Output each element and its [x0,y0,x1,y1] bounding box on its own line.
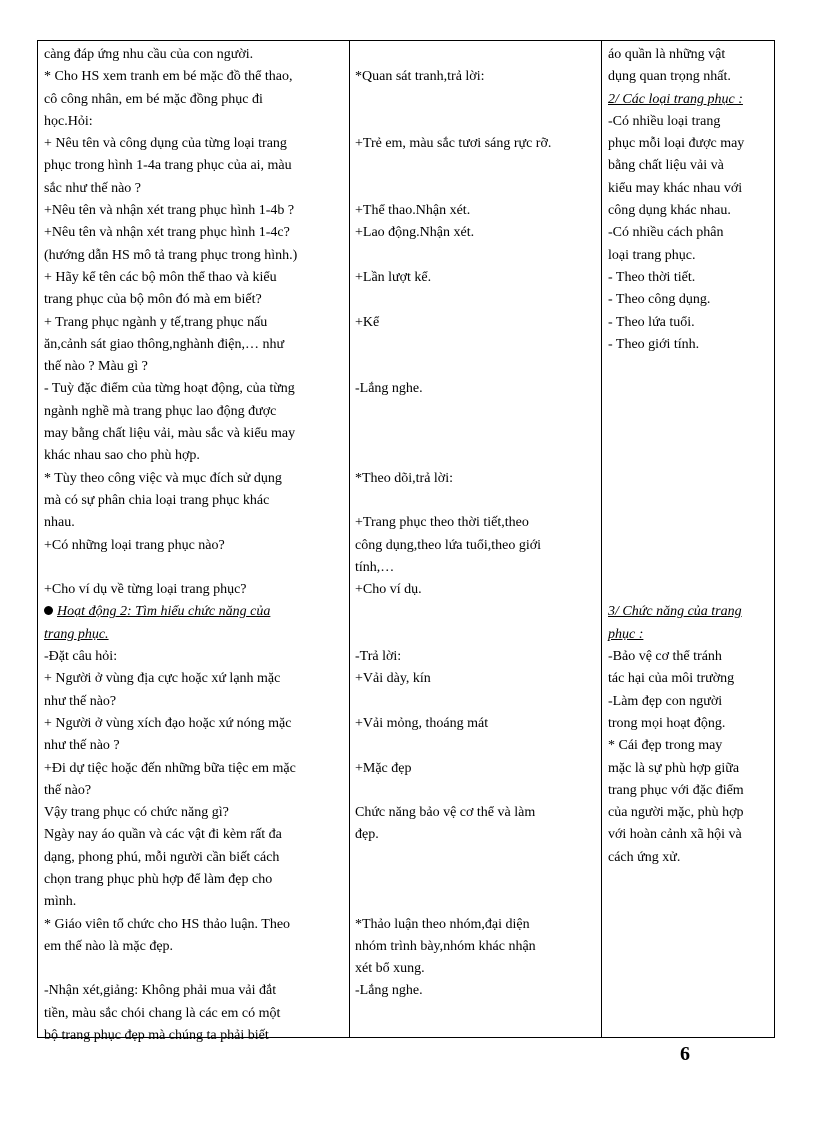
col2-text: +Vải dày, kín [355,671,431,687]
col3-text: * Cái đẹp trong may [608,738,723,754]
col3-text: - Theo thời tiết. [608,269,696,285]
col2-line [355,245,600,267]
col2-line [355,133,600,155]
col1-line [44,468,344,490]
col1-line [44,1003,344,1025]
col2-line [355,958,600,980]
col1-line [44,312,344,334]
col1-text: chọn trang phục phù hợp để làm đẹp cho [44,871,273,887]
col1-text: + Trang phục ngành y tế,trang phục nấu [44,314,268,330]
col3-text: - Theo lứa tuổi. [608,314,695,330]
bullet-icon [44,606,53,615]
col2-text: *Theo dõi,trả lời: [355,470,453,486]
col1-line [44,958,344,980]
page-number: 6 [680,1043,690,1065]
col3-line [608,245,773,267]
col1-line [44,802,344,824]
col1-line [44,178,344,200]
col2-text: -Lắng nghe. [355,381,423,397]
col2-text: +Thể thao.Nhận xét. [355,203,471,219]
col2-line [355,535,600,557]
col2-line [355,222,600,244]
col3-line [608,624,773,646]
col3-text: -Có nhiều loại trang [608,113,721,129]
col2-line [355,557,600,579]
col1-text: thế nào? [44,782,92,798]
col1-line [44,691,344,713]
col3-text: loại trang phục. [608,247,696,263]
col1-text: cô công nhân, em bé mặc đồng phục đi [44,91,263,107]
col2-text: *Thảo luận theo nhóm,đại diện [355,916,530,932]
col3-line [608,334,773,356]
col3-line [608,579,773,601]
col1-line [44,512,344,534]
col1-line [44,111,344,133]
col1-text: dạng, phong phú, mỗi người cần biết cách [44,849,280,865]
col3-text: áo quần là những vật [608,47,726,62]
col1-line [44,646,344,668]
col1-line [44,289,344,311]
col1-text: Vậy trang phục có chức năng gì? [44,805,229,821]
col1-text: thế nào ? Màu gì ? [44,359,148,375]
col3-line [608,133,773,155]
col3-line [608,490,773,512]
col1-text: +Đi dự tiệc hoặc đến những bữa tiệc em mặc [44,760,296,776]
col1-line [44,557,344,579]
col2-line [355,468,600,490]
col1-text: mình. [44,894,77,910]
col2-line [355,691,600,713]
col2-line [355,267,600,289]
col1-text: * Tùy theo công việc và mục đích sử dụng [44,470,282,486]
col1-line [44,847,344,869]
col1-text: +Nêu tên và nhận xét trang phục hình 1-4c? [44,225,290,241]
col2-line [355,178,600,200]
col2-line [355,423,600,445]
col3-line [608,780,773,802]
col1-text: phục trong hình 1-4a trang phục của ai, màu [44,158,292,174]
col1-line [44,1025,344,1047]
col3-line [608,289,773,311]
col3-line [608,713,773,735]
col2-line [355,445,600,467]
col1-text: khác nhau sao cho phù hợp. [44,448,200,464]
lesson-table [37,40,775,1044]
col2-line [355,713,600,735]
col2-line [355,914,600,936]
col1-text: nhau. [44,515,75,531]
col1-line [44,89,344,111]
col2-line [355,824,600,846]
col2-text: +Lao động.Nhận xét. [355,225,475,241]
col2-text: -Trả lời: [355,649,402,665]
col1-text: ăn,cảnh sát giao thông,nghành điện,… như [44,336,285,352]
col1-line [44,579,344,601]
col3-text: mặc là sự phù hợp giữa [608,760,740,776]
col2-line [355,869,600,891]
col3-line [608,44,773,66]
col1-line [44,334,344,356]
col1-line [44,66,344,88]
student-activities-column [355,44,600,1003]
col1-line [44,758,344,780]
col1-line [44,155,344,177]
col2-text: +Mặc đẹp [355,760,412,776]
col2-text: +Trẻ em, màu sắc tươi sáng rực rỡ. [355,136,552,152]
col3-text: tác hại của môi trường [608,671,735,687]
col2-line [355,646,600,668]
col1-line [44,445,344,467]
col1-text: +Cho ví dụ về từng loại trang phục? [44,582,247,598]
col1-line [44,356,344,378]
col3-text: -Làm đẹp con người [608,693,723,709]
col1-text: + Người ở vùng địa cực hoặc xứ lạnh mặc [44,671,281,687]
col3-line [608,378,773,400]
col1-line [44,423,344,445]
col1-text: + Người ở vùng xích đạo hoặc xứ nóng mặc [44,715,292,731]
col3-text: phục : [608,626,644,642]
col1-text: trang phục của bộ môn đó mà em biết? [44,292,262,308]
col2-line [355,735,600,757]
col1-text: (hướng dẫn HS mô tả trang phục trong hình.) [44,247,298,263]
col1-line [44,713,344,735]
col2-text: đẹp. [355,827,379,843]
col2-text: *Quan sát tranh,trả lời: [355,69,485,85]
col3-line [608,535,773,557]
col1-text: sắc như thế nào ? [44,180,141,196]
col3-line [608,557,773,579]
col3-text: -Có nhiều cách phân [608,225,724,241]
col2-line [355,334,600,356]
col2-line [355,378,600,400]
col3-line [608,824,773,846]
col1-text: bộ trang phục đẹp mà chúng ta phải biết [44,1028,269,1044]
col2-line [355,44,600,66]
col2-line [355,66,600,88]
col1-line [44,245,344,267]
col3-text: của người mặc, phù hợp [608,805,744,821]
col1-line [44,601,344,623]
col3-line [608,423,773,445]
col1-text: - Tuỳ đặc điểm của từng hoạt động, của từng [44,381,295,397]
col1-text: mà có sự phân chia loại trang phục khác [44,492,270,508]
col1-text: như thế nào? [44,693,117,709]
col3-line [608,802,773,824]
col2-line [355,490,600,512]
col3-text: 2/ Các loại trang phục : [608,91,743,107]
col3-line [608,66,773,88]
col3-text: bằng chất liệu vải và [608,158,724,174]
col2-line [355,111,600,133]
col1-line [44,891,344,913]
col2-line [355,780,600,802]
col3-line [608,646,773,668]
col2-line [355,891,600,913]
column-divider-1 [349,41,350,1037]
col1-text: -Nhận xét,giảng: Không phải mua vải đắt [44,983,277,999]
col3-text: phục mỗi loại được may [608,136,745,152]
col3-line [608,445,773,467]
col2-line [355,601,600,623]
col3-line [608,758,773,780]
col3-text: với hoàn cảnh xã hội và [608,827,742,843]
col1-text: em thế nào là mặc đẹp. [44,938,174,954]
col1-line [44,936,344,958]
col1-line [44,824,344,846]
col1-text: càng đáp ứng nhu cầu của con người. [44,47,254,62]
col2-text: +Vải mỏng, thoáng mát [355,715,489,731]
col1-line [44,869,344,891]
col2-text: +Lần lượt kể. [355,269,432,285]
col1-line [44,535,344,557]
col1-line [44,780,344,802]
col2-line [355,624,600,646]
col1-text: tiền, màu sắc chói chang là các em có một [44,1005,281,1021]
col2-line [355,155,600,177]
col2-text: +Cho ví dụ. [355,582,422,598]
col3-line [608,401,773,423]
col1-line [44,490,344,512]
col1-text: như thế nào ? [44,738,120,754]
col1-text: ngành nghề mà trang phục lao động được [44,403,277,419]
col3-text: kiểu may khác nhau với [608,180,743,196]
col3-text: 3/ Chức năng của trang [608,604,742,620]
col3-line [608,178,773,200]
col1-text: * Cho HS xem tranh em bé mặc đồ thể thao, [44,69,293,85]
col3-line [608,200,773,222]
col3-line [608,691,773,713]
col3-line [608,89,773,111]
col1-line [44,980,344,1002]
col2-line [355,401,600,423]
col1-text: Hoạt động 2: Tìm hiểu chức năng của [57,604,271,620]
col3-line [608,222,773,244]
col3-line [608,267,773,289]
col2-text: nhóm trình bày,nhóm khác nhận [355,938,536,954]
col1-text: +Có những loại trang phục nào? [44,537,225,553]
col1-text: + Nêu tên và công dụng của từng loại trang [44,136,287,152]
col1-line [44,222,344,244]
col3-line [608,155,773,177]
col2-text: xét bổ xung. [355,961,425,977]
col3-line [608,356,773,378]
col2-text: công dụng,theo lứa tuổi,theo giới [355,537,542,553]
col2-text: +Kể [355,314,380,330]
col1-line [44,200,344,222]
col2-line [355,200,600,222]
col3-text: - Theo công dụng. [608,292,711,308]
col3-line [608,847,773,869]
lesson-content-column [608,44,773,869]
col3-line [608,312,773,334]
teacher-activities-column [44,44,344,1047]
col3-text: -Bảo vệ cơ thể tránh [608,649,722,665]
col3-line [608,512,773,534]
col2-text: tính,… [355,559,395,575]
col2-line [355,356,600,378]
col2-line [355,89,600,111]
col2-line [355,312,600,334]
col2-text: +Trang phục theo thời tiết,theo [355,515,529,531]
col2-line [355,802,600,824]
col3-line [608,111,773,133]
col1-text: * Giáo viên tổ chức cho HS thảo luận. Theo [44,916,291,932]
col1-line [44,401,344,423]
col1-line [44,133,344,155]
col1-line [44,735,344,757]
col2-line [355,847,600,869]
col2-text: -Lắng nghe. [355,983,423,999]
col3-text: công dụng khác nhau. [608,203,731,219]
col2-line [355,980,600,1002]
col2-line [355,289,600,311]
col1-text: Ngày nay áo quần và các vật đi kèm rất đa [44,827,282,843]
col3-text: trong mọi hoạt động. [608,715,726,731]
col1-line [44,914,344,936]
col2-line [355,579,600,601]
col3-line [608,601,773,623]
col2-line [355,668,600,690]
col1-text: trang phục. [44,626,109,642]
col3-text: trang phục với đặc điểm [608,782,744,798]
col2-line [355,512,600,534]
col3-line [608,468,773,490]
col3-line [608,668,773,690]
col1-text: + Hãy kể tên các bộ môn thể thao và kiểu [44,269,277,285]
col1-text: -Đặt câu hỏi: [44,649,118,665]
col3-line [608,735,773,757]
column-divider-2 [601,41,602,1037]
col1-text: may bằng chất liệu vải, màu sắc và kiểu may [44,426,296,442]
col2-line [355,758,600,780]
col2-line [355,936,600,958]
col1-line [44,668,344,690]
col1-line [44,267,344,289]
col3-text: - Theo giới tính. [608,336,700,352]
col3-text: dụng quan trọng nhất. [608,69,731,85]
col1-line [44,624,344,646]
col1-line [44,378,344,400]
col3-text: cách ứng xử. [608,849,681,865]
col2-text: Chức năng bảo vệ cơ thể và làm [355,805,536,821]
col1-text: học.Hỏi: [44,113,93,129]
col1-text: +Nêu tên và nhận xét trang phục hình 1-4b ? [44,203,295,219]
col1-line [44,44,344,66]
